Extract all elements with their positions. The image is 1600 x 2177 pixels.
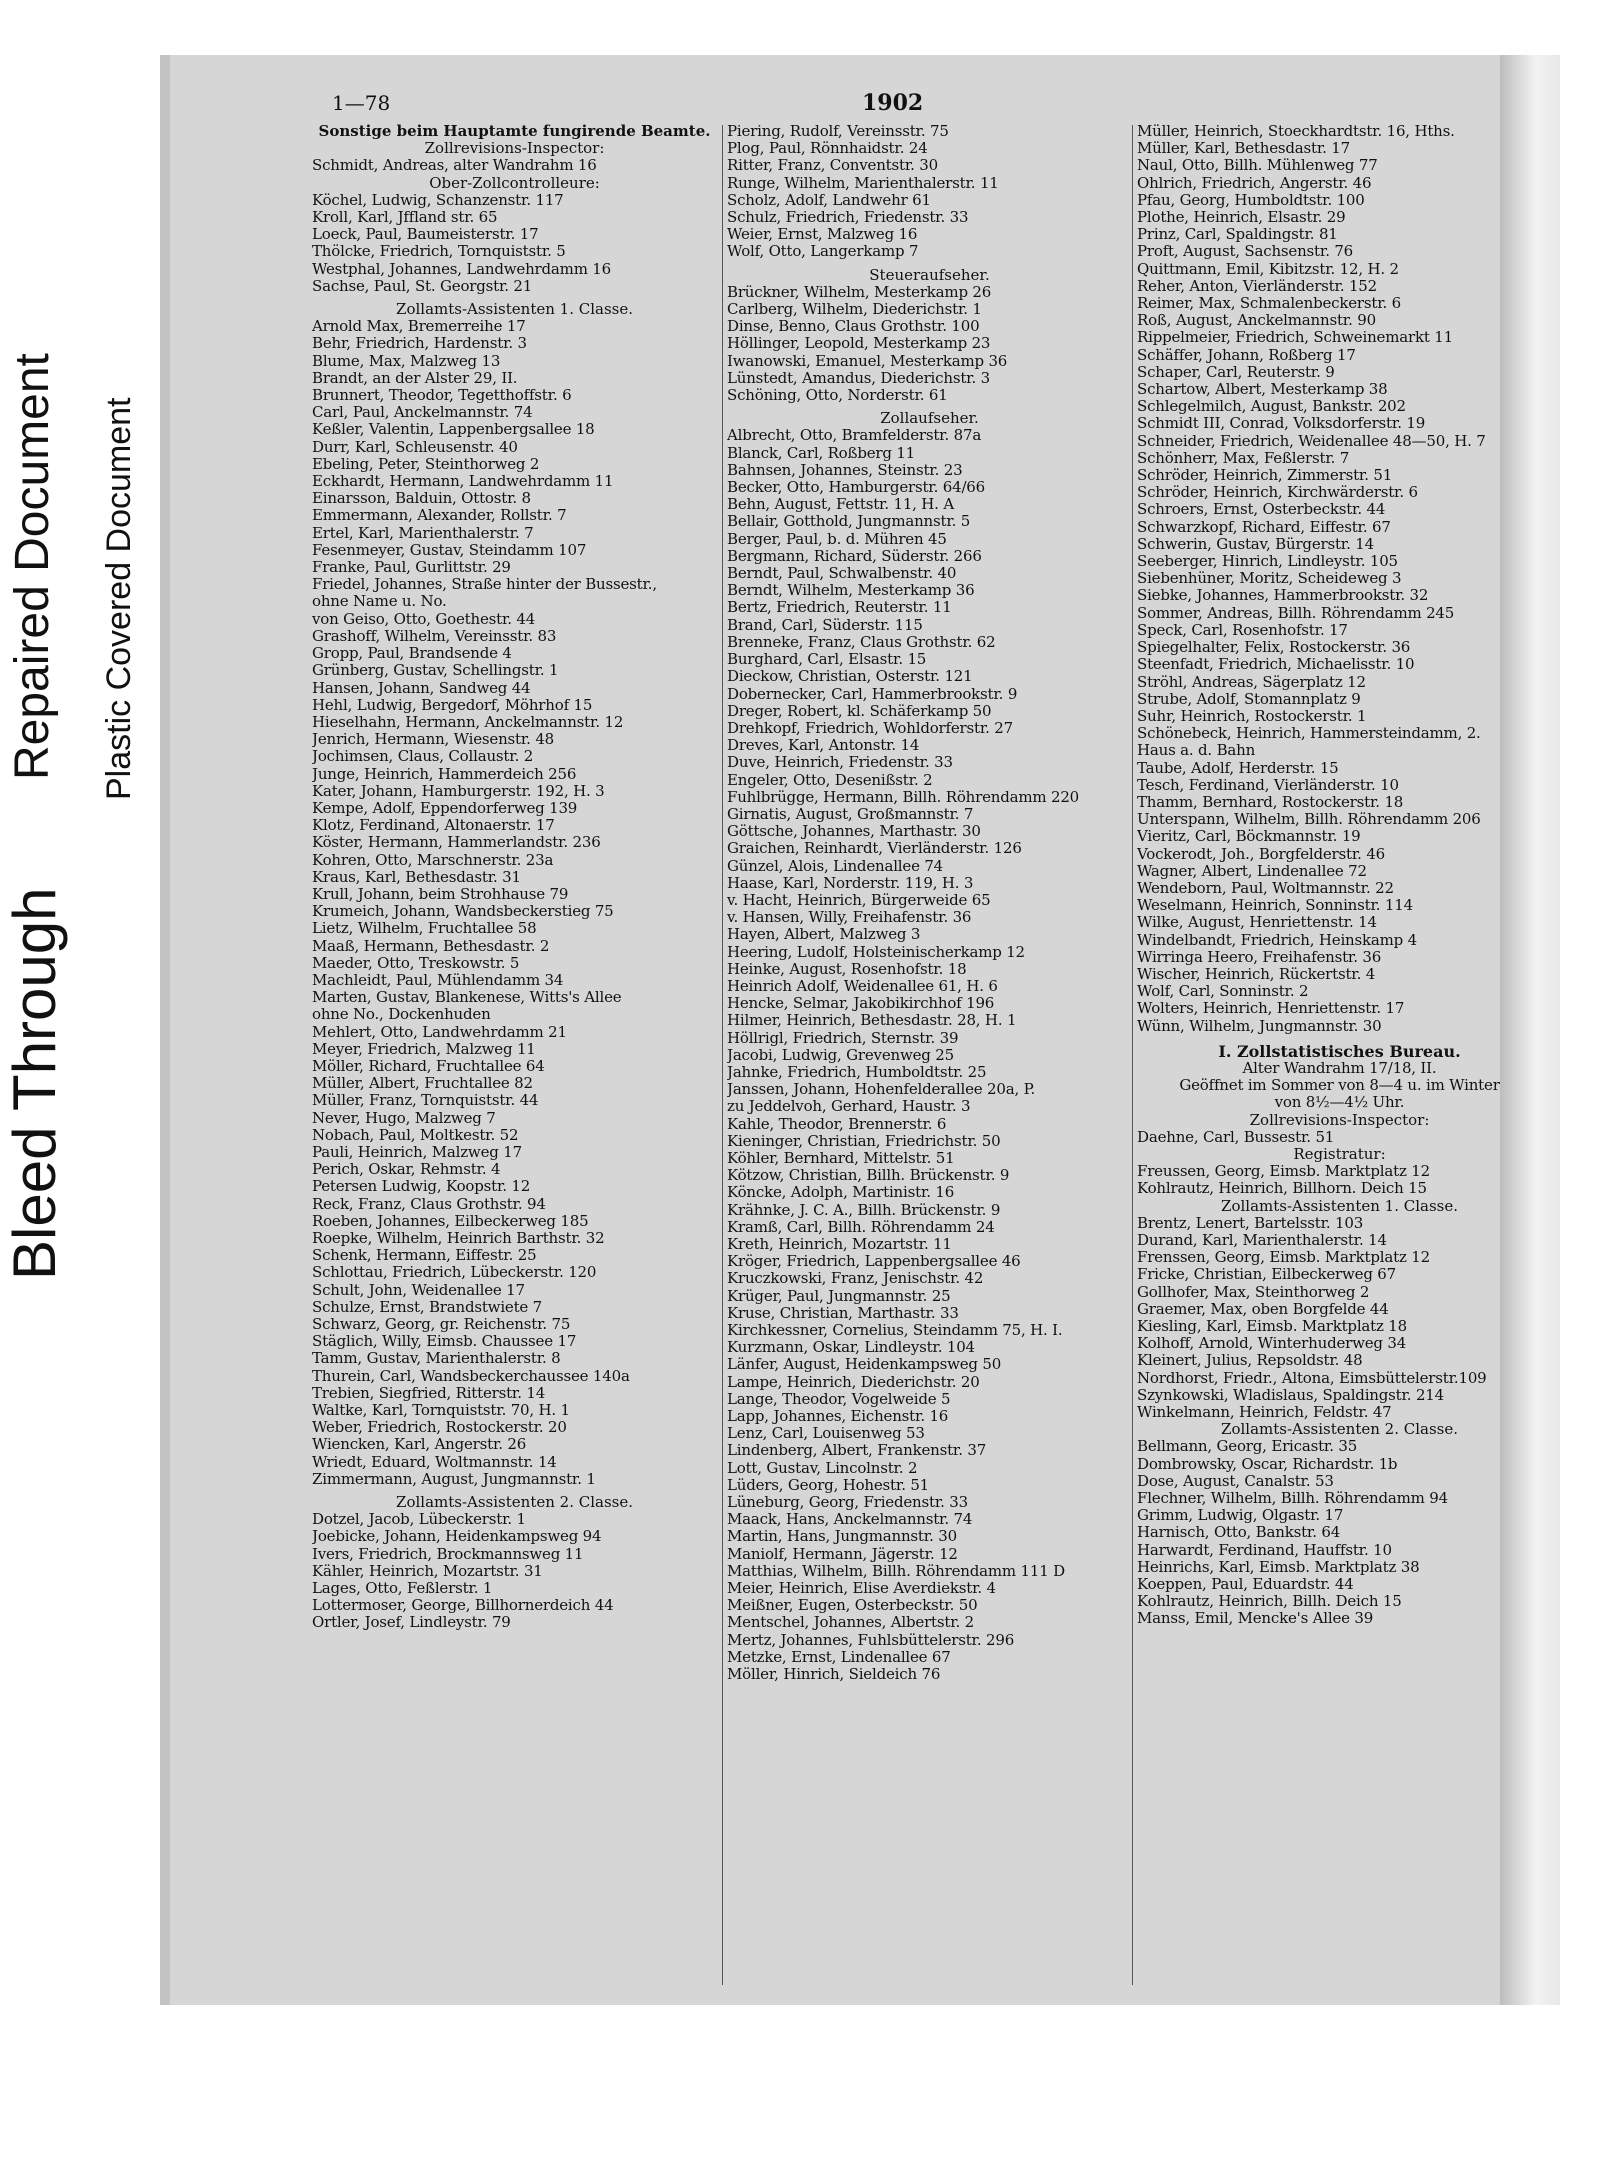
directory-entry: v. Hacht, Heinrich, Bürgerweide 65 xyxy=(727,891,991,909)
directory-entry: Jahnke, Friedrich, Humboldtstr. 25 xyxy=(727,1063,987,1081)
directory-entry: Schenk, Hermann, Eiffestr. 25 xyxy=(312,1247,537,1265)
directory-entry: Harwardt, Ferdinand, Hauffstr. 10 xyxy=(1137,1541,1392,1559)
directory-entry: Kater, Johann, Hamburgerstr. 192, H. 3 xyxy=(312,782,605,800)
directory-entry: Schäffer, Johann, Roßberg 17 xyxy=(1137,346,1356,364)
directory-entry: Mertz, Johannes, Fuhlsbüttelerstr. 296 xyxy=(727,1631,1015,1649)
column-1 xyxy=(312,123,717,1632)
bureau-info xyxy=(1137,1060,1542,1112)
directory-entry: Lüneburg, Georg, Friedenstr. 33 xyxy=(727,1494,968,1512)
directory-entry: Friedel, Johannes, Straße hinter der Bussestr., xyxy=(312,576,657,594)
directory-entry: Dose, August, Canalstr. 53 xyxy=(1137,1472,1334,1490)
directory-entry: Thamm, Bernhard, Rostockerstr. 18 xyxy=(1137,793,1404,811)
directory-entry: Kolhoff, Arnold, Winterhuderweg 34 xyxy=(1137,1335,1407,1353)
directory-entry: Kroll, Karl, Jffland str. 65 xyxy=(312,209,498,227)
directory-entry: Lünstedt, Amandus, Diederichstr. 3 xyxy=(727,369,990,387)
directory-entry: Siebenhüner, Moritz, Scheideweg 3 xyxy=(1137,570,1402,588)
directory-page xyxy=(182,90,1500,1975)
directory-entry: Kruczkowski, Franz, Jenischstr. 42 xyxy=(727,1270,984,1288)
directory-entry: Hencke, Selmar, Jakobikirchhof 196 xyxy=(727,995,995,1013)
directory-entry: Brandt, an der Alster 29, II. xyxy=(312,369,518,387)
directory-entry: Höllinger, Leopold, Mesterkamp 23 xyxy=(727,335,991,353)
directory-entry: Joebicke, Johann, Heidenkampsweg 94 xyxy=(312,1528,602,1546)
directory-entry: Hayen, Albert, Malzweg 3 xyxy=(727,926,921,944)
directory-entry: Wolf, Carl, Sonninstr. 2 xyxy=(1137,983,1309,1001)
directory-entry: Iwanowski, Emanuel, Mesterkamp 36 xyxy=(727,352,1008,370)
directory-entry: Prinz, Carl, Spaldingstr. 81 xyxy=(1137,226,1338,244)
directory-entry: Heering, Ludolf, Holsteinischerkamp 12 xyxy=(727,943,1025,961)
directory-entry: Ertel, Karl, Marienthalerstr. 7 xyxy=(312,524,534,542)
directory-entry: Machleidt, Paul, Mühlendamm 34 xyxy=(312,971,564,989)
directory-entry: Brenneke, Franz, Claus Grothstr. 62 xyxy=(727,633,996,651)
directory-entry: Roß, August, Anckelmannstr. 90 xyxy=(1137,312,1376,330)
directory-entry: Weselmann, Heinrich, Sonninstr. 114 xyxy=(1137,897,1413,915)
directory-entry: Möller, Hinrich, Sieldeich 76 xyxy=(727,1666,941,1684)
directory-entry: Szynkowski, Wladislaus, Spaldingstr. 214 xyxy=(1137,1386,1444,1404)
section-title: Ober-Zollcontrolleure: xyxy=(429,173,600,192)
directory-entry: Kruse, Christian, Marthastr. 33 xyxy=(727,1304,959,1322)
directory-entry: Reck, Franz, Claus Grothstr. 94 xyxy=(312,1195,546,1213)
directory-entry: Grashoff, Wilhelm, Vereinsstr. 83 xyxy=(312,627,557,645)
directory-entry: Lapp, Johannes, Eichenstr. 16 xyxy=(727,1408,949,1426)
directory-entry: Keßler, Valentin, Lappenbergsallee 18 xyxy=(312,421,595,439)
directory-entry: Köhler, Bernhard, Mittelstr. 51 xyxy=(727,1149,955,1167)
directory-entry: Behr, Friedrich, Hardenstr. 3 xyxy=(312,335,527,353)
section-title: Zollamts-Assistenten 2. Classe. xyxy=(1221,1420,1458,1439)
directory-entry: Fesenmeyer, Gustav, Steindamm 107 xyxy=(312,541,587,559)
directory-entry: Metzke, Ernst, Lindenallee 67 xyxy=(727,1648,951,1666)
column-divider xyxy=(1132,125,1133,1985)
directory-entry: Lottermoser, George, Billhornerdeich 44 xyxy=(312,1597,614,1615)
directory-entry: Duve, Heinrich, Friedenstr. 33 xyxy=(727,754,953,772)
directory-entry: Fuhlbrügge, Hermann, Billh. Röhrendamm 220 xyxy=(727,788,1080,806)
directory-entry: Dreves, Karl, Antonstr. 14 xyxy=(727,737,920,755)
entry-list xyxy=(727,427,1132,1683)
directory-entry: Schlottau, Friedrich, Lübeckerstr. 120 xyxy=(312,1264,597,1282)
entry-list xyxy=(312,192,717,295)
directory-entry: Graemer, Max, oben Borgfelde 44 xyxy=(1137,1300,1389,1318)
page-reference: 1—78 xyxy=(332,91,391,115)
directory-entry: Maack, Hans, Anckelmannstr. 74 xyxy=(727,1511,973,1529)
directory-entry: Winkelmann, Heinrich, Feldstr. 47 xyxy=(1137,1404,1392,1422)
directory-entry: Nordhorst, Friedr., Altona, Eimsbüttelerstr.109 xyxy=(1137,1369,1487,1387)
directory-entry: Krumeich, Johann, Wandsbeckerstieg 75 xyxy=(312,903,614,921)
directory-entry: Jenrich, Hermann, Wiesenstr. 48 xyxy=(312,731,555,749)
directory-entry: Schroers, Ernst, Osterbeckstr. 44 xyxy=(1137,501,1386,519)
directory-entry: Hansen, Johann, Sandweg 44 xyxy=(312,679,531,697)
directory-entry: Schmidt, Andreas, alter Wandrahm 16 xyxy=(312,157,597,175)
entry-list xyxy=(1137,1215,1542,1421)
directory-entry: Kohlrautz, Heinrich, Billhorn. Deich 15 xyxy=(1137,1180,1427,1198)
directory-entry: Blanck, Carl, Roßberg 11 xyxy=(727,444,916,462)
directory-entry: Dreger, Robert, kl. Schäferkamp 50 xyxy=(727,702,992,720)
directory-entry: Berndt, Wilhelm, Mesterkamp 36 xyxy=(727,582,975,600)
directory-entry: Möller, Richard, Fruchtallee 64 xyxy=(312,1057,545,1075)
directory-entry: Dobernecker, Carl, Hammerbrookstr. 9 xyxy=(727,685,1018,703)
directory-entry: Bahnsen, Johannes, Steinstr. 23 xyxy=(727,461,963,479)
column-divider xyxy=(722,125,723,1985)
directory-entry: Quittmann, Emil, Kibitzstr. 12, H. 2 xyxy=(1137,260,1399,278)
directory-entry: Burghard, Carl, Elsastr. 15 xyxy=(727,651,927,669)
directory-entry: Durand, Karl, Marienthalerstr. 14 xyxy=(1137,1232,1387,1249)
directory-entry: Petersen Ludwig, Koopstr. 12 xyxy=(312,1178,531,1196)
directory-entry: Kramß, Carl, Billh. Röhrendamm 24 xyxy=(727,1218,995,1236)
directory-entry: Ebeling, Peter, Steinthorweg 2 xyxy=(312,455,540,473)
entry-list xyxy=(1137,1163,1542,1197)
entry-list xyxy=(1137,123,1542,1035)
column-3 xyxy=(1137,123,1542,1628)
directory-entry: Kähler, Heinrich, Mozartstr. 31 xyxy=(312,1562,543,1580)
directory-entry: Grimm, Ludwig, Olgastr. 17 xyxy=(1137,1507,1344,1525)
directory-entry: Schmidt III, Conrad, Volksdorferstr. 19 xyxy=(1137,415,1426,433)
directory-entry: Carlberg, Wilhelm, Diederichstr. 1 xyxy=(727,301,982,319)
directory-entry: Berger, Paul, b. d. Mühren 45 xyxy=(727,530,947,548)
directory-entry: Behn, August, Fettstr. 11, H. A xyxy=(727,496,954,514)
entry-list xyxy=(312,318,717,1488)
directory-entry: Mentschel, Johannes, Albertstr. 2 xyxy=(727,1614,975,1632)
directory-entry: Roeben, Johannes, Eilbeckerweg 185 xyxy=(312,1212,589,1230)
directory-entry: Plog, Paul, Rönnhaidstr. 24 xyxy=(727,140,928,158)
directory-entry: Eckhardt, Hermann, Landwehrdamm 11 xyxy=(312,473,614,491)
directory-entry: Sommer, Andreas, Billh. Röhrendamm 245 xyxy=(1137,604,1455,622)
directory-entry: Schlegelmilch, August, Bankstr. 202 xyxy=(1137,398,1406,416)
directory-entry: Bergmann, Richard, Süderstr. 266 xyxy=(727,547,982,565)
directory-entry: Schult, John, Weidenallee 17 xyxy=(312,1281,525,1299)
directory-entry: Never, Hugo, Malzweg 7 xyxy=(312,1109,496,1127)
directory-entry: Strube, Adolf, Stomannplatz 9 xyxy=(1137,690,1361,708)
directory-entry: Windelbandt, Friedrich, Heinskamp 4 xyxy=(1137,931,1417,949)
directory-entry: Schwerin, Gustav, Bürgerstr. 14 xyxy=(1137,535,1374,553)
directory-entry: Thölcke, Friedrich, Tornquiststr. 5 xyxy=(312,243,566,261)
directory-entry: Siebke, Johannes, Hammerbrookstr. 32 xyxy=(1137,587,1429,605)
entry-list xyxy=(312,157,717,174)
directory-entry: von Geiso, Otto, Goethestr. 44 xyxy=(312,610,536,628)
directory-entry: Kröger, Friedrich, Lappenbergsallee 46 xyxy=(727,1253,1021,1271)
directory-entry: Bellair, Gotthold, Jungmannstr. 5 xyxy=(727,513,971,531)
directory-entry: Arnold Max, Bremerreihe 17 xyxy=(312,318,526,336)
directory-entry: Wriedt, Eduard, Woltmannstr. 14 xyxy=(312,1453,557,1471)
directory-entry: Krull, Johann, beim Strohhause 79 xyxy=(312,885,569,903)
directory-entry: Sachse, Paul, St. Georgstr. 21 xyxy=(312,277,533,295)
directory-entry: Fricke, Christian, Eilbeckerweg 67 xyxy=(1137,1266,1396,1284)
directory-entry: Schröder, Heinrich, Kirchwärderstr. 6 xyxy=(1137,484,1418,502)
directory-entry: Marten, Gustav, Blankenese, Witts's Allee xyxy=(312,989,622,1007)
entry-list xyxy=(1137,1438,1542,1627)
directory-entry: Brand, Carl, Süderstr. 115 xyxy=(727,616,923,634)
directory-entry: Jochimsen, Claus, Collaustr. 2 xyxy=(312,748,534,766)
directory-entry: Brückner, Wilhelm, Mesterkamp 26 xyxy=(727,283,992,301)
directory-entry: Stäglich, Willy, Eimsb. Chaussee 17 xyxy=(312,1333,577,1351)
directory-entry: Reher, Anton, Vierländerstr. 152 xyxy=(1137,277,1377,295)
directory-entry: Albrecht, Otto, Bramfelderstr. 87a xyxy=(727,427,982,445)
section-title: Zollaufseher. xyxy=(880,409,979,428)
directory-entry: Gropp, Paul, Brandsende 4 xyxy=(312,645,512,663)
directory-entry: Emmermann, Alexander, Rollstr. 7 xyxy=(312,507,567,525)
directory-entry: Länfer, August, Heidenkampsweg 50 xyxy=(727,1356,1002,1374)
directory-entry: Ritter, Franz, Conventstr. 30 xyxy=(727,157,938,175)
directory-entry: Geöffnet im Sommer von 8—4 u. im Winter xyxy=(1179,1077,1500,1095)
directory-entry: Wünn, Wilhelm, Jungmannstr. 30 xyxy=(1137,1017,1382,1035)
directory-entry: Haase, Karl, Norderstr. 119, H. 3 xyxy=(727,874,974,892)
directory-entry: Krähnke, J. C. A., Billh. Brückenstr. 9 xyxy=(727,1201,1001,1219)
directory-entry: Lindenberg, Albert, Frankenstr. 37 xyxy=(727,1442,987,1460)
scanned-page xyxy=(160,55,1560,2005)
directory-entry: Trebien, Siegfried, Ritterstr. 14 xyxy=(312,1384,546,1402)
directory-entry: Waltke, Karl, Tornquiststr. 70, H. 1 xyxy=(312,1402,570,1420)
directory-entry: ohne No., Dockenhuden xyxy=(312,1006,491,1024)
directory-entry: Lietz, Wilhelm, Fruchtallee 58 xyxy=(312,920,537,938)
directory-entry: Heinke, August, Rosenhofstr. 18 xyxy=(727,960,967,978)
directory-entry: Schöning, Otto, Norderstr. 61 xyxy=(727,387,948,405)
directory-entry: Köster, Hermann, Hammerlandstr. 236 xyxy=(312,834,601,852)
directory-entry: Dinse, Benno, Claus Grothstr. 100 xyxy=(727,318,980,336)
directory-entry: Manss, Emil, Mencke's Allee 39 xyxy=(1137,1610,1374,1628)
directory-entry: Tamm, Gustav, Marienthalerstr. 8 xyxy=(312,1350,561,1368)
directory-entry: Kurzmann, Oskar, Lindleystr. 104 xyxy=(727,1339,975,1357)
section-title: Steueraufseher. xyxy=(869,265,990,284)
directory-entry: Pfau, Georg, Humboldtstr. 100 xyxy=(1137,191,1365,209)
directory-entry: Engeler, Otto, Desenißstr. 2 xyxy=(727,771,933,789)
directory-entry: Dotzel, Jacob, Lübeckerstr. 1 xyxy=(312,1511,526,1529)
directory-entry: Kempe, Adolf, Eppendorferweg 139 xyxy=(312,799,578,817)
directory-entry: Franke, Paul, Gurlittstr. 29 xyxy=(312,559,511,577)
directory-entry: Ivers, Friedrich, Brockmannsweg 11 xyxy=(312,1545,584,1563)
directory-entry: Steenfadt, Friedrich, Michaelisstr. 10 xyxy=(1137,656,1415,674)
directory-entry: Westphal, Johannes, Landwehrdamm 16 xyxy=(312,260,611,278)
directory-entry: Harnisch, Otto, Bankstr. 64 xyxy=(1137,1524,1341,1542)
directory-entry: Kohren, Otto, Marschnerstr. 23a xyxy=(312,851,554,869)
directory-entry: Wagner, Albert, Lindenallee 72 xyxy=(1137,862,1367,880)
directory-entry: Frenssen, Georg, Eimsb. Marktplatz 12 xyxy=(1137,1249,1430,1267)
directory-entry: Jacobi, Ludwig, Grevenweg 25 xyxy=(727,1046,954,1064)
directory-entry: Meyer, Friedrich, Malzweg 11 xyxy=(312,1040,536,1058)
directory-entry: Matthias, Wilhelm, Billh. Röhrendamm 111 D xyxy=(727,1562,1065,1580)
directory-entry: Lampe, Heinrich, Diederichstr. 20 xyxy=(727,1373,980,1391)
directory-entry: Koeppen, Paul, Eduardstr. 44 xyxy=(1137,1576,1354,1594)
entry-list xyxy=(727,123,1132,261)
directory-entry: Roepke, Wilhelm, Heinrich Barthstr. 32 xyxy=(312,1230,605,1247)
directory-entry: Schartow, Albert, Mesterkamp 38 xyxy=(1137,381,1388,399)
directory-entry: Piering, Rudolf, Vereinsstr. 75 xyxy=(727,123,949,140)
directory-entry: Kraus, Karl, Bethesdastr. 31 xyxy=(312,868,521,886)
directory-entry: Flechner, Wilhelm, Billh. Röhrendamm 94 xyxy=(1137,1490,1448,1508)
directory-entry: Krüger, Paul, Jungmannstr. 25 xyxy=(727,1287,951,1305)
directory-entry: Lange, Theodor, Vogelweide 5 xyxy=(727,1390,951,1408)
directory-entry: Pauli, Heinrich, Malzweg 17 xyxy=(312,1143,522,1161)
directory-entry: Schaper, Carl, Reuterstr. 9 xyxy=(1137,363,1335,381)
section-title: Zollamts-Assistenten 1. Classe. xyxy=(1221,1196,1458,1215)
directory-entry: Scholz, Adolf, Landwehr 61 xyxy=(727,191,931,209)
directory-entry: Heinrich Adolf, Weidenallee 61, H. 6 xyxy=(727,977,998,995)
bureau-heading: I. Zollstatistisches Bureau. xyxy=(1218,1041,1461,1061)
directory-entry: Carl, Paul, Anckelmannstr. 74 xyxy=(312,404,533,422)
directory-entry: von 8½—4½ Uhr. xyxy=(1274,1094,1405,1112)
directory-entry: Kreth, Heinrich, Mozartstr. 11 xyxy=(727,1236,952,1253)
directory-entry: Dombrowsky, Oscar, Richardstr. 1b xyxy=(1137,1455,1398,1473)
side-labels xyxy=(0,280,150,1300)
directory-entry: Daehne, Carl, Bussestr. 51 xyxy=(1137,1128,1335,1146)
section-title: Zollrevisions-Inspector: xyxy=(424,139,605,158)
directory-entry: Unterspann, Wilhelm, Billh. Röhrendamm 206 xyxy=(1137,811,1481,829)
directory-entry: Schulz, Friedrich, Friedenstr. 33 xyxy=(727,209,969,227)
directory-entry: Wolf, Otto, Langerkamp 7 xyxy=(727,243,919,261)
column-2 xyxy=(727,123,1132,1683)
directory-entry: Wolters, Heinrich, Henriettenstr. 17 xyxy=(1137,1000,1405,1018)
entry-list xyxy=(727,284,1132,404)
directory-entry: Vieritz, Carl, Böckmannstr. 19 xyxy=(1137,828,1361,846)
directory-entry: Graichen, Reinhardt, Vierländerstr. 126 xyxy=(727,840,1022,858)
directory-entry: Weier, Ernst, Malzweg 16 xyxy=(727,226,918,244)
directory-entry: Wirringa Heero, Freihafenstr. 36 xyxy=(1137,948,1382,966)
directory-entry: Schönherr, Max, Feßlerstr. 7 xyxy=(1137,449,1350,467)
directory-entry: Proft, August, Sachsenstr. 76 xyxy=(1137,243,1354,261)
directory-entry: zu Jeddelvoh, Gerhard, Haustr. 3 xyxy=(727,1098,971,1116)
directory-entry: Kleinert, Julius, Repsoldstr. 48 xyxy=(1137,1352,1363,1370)
repaired-document-label: Repaired Document xyxy=(6,353,59,780)
directory-entry: Nobach, Paul, Moltkestr. 52 xyxy=(312,1126,519,1144)
directory-entry: Schwarz, Georg, gr. Reichenstr. 75 xyxy=(312,1316,571,1334)
directory-entry: Schulze, Ernst, Brandstwiete 7 xyxy=(312,1298,543,1316)
directory-entry: Maniolf, Hermann, Jägerstr. 12 xyxy=(727,1545,958,1563)
directory-entry: Köncke, Adolph, Martinistr. 16 xyxy=(727,1184,955,1202)
entry-list xyxy=(312,1511,717,1631)
directory-entry: v. Hansen, Willy, Freihafenstr. 36 xyxy=(727,909,972,927)
directory-entry: Loeck, Paul, Baumeisterstr. 17 xyxy=(312,226,539,244)
directory-entry: Köchel, Ludwig, Schanzenstr. 117 xyxy=(312,191,564,209)
section-title: Zollrevisions-Inspector: xyxy=(1249,1110,1430,1129)
directory-entry: Tesch, Ferdinand, Vierländerstr. 10 xyxy=(1137,776,1399,794)
directory-entry: Mehlert, Otto, Landwehrdamm 21 xyxy=(312,1023,567,1041)
directory-entry: Kötzow, Christian, Billh. Brückenstr. 9 xyxy=(727,1167,1010,1185)
directory-entry: Hehl, Ludwig, Bergedorf, Möhrhof 15 xyxy=(312,696,593,714)
directory-entry: Göttsche, Johannes, Marthastr. 30 xyxy=(727,823,981,841)
directory-entry: Höllrigl, Friedrich, Sternstr. 39 xyxy=(727,1029,959,1047)
directory-entry: Wischer, Heinrich, Rückertstr. 4 xyxy=(1137,965,1376,983)
directory-entry: Martin, Hans, Jungmannstr. 30 xyxy=(727,1528,957,1546)
directory-entry: Plothe, Heinrich, Elsastr. 29 xyxy=(1137,209,1346,227)
page-year: 1902 xyxy=(862,90,924,116)
directory-entry: Müller, Heinrich, Stoeckhardtstr. 16, Hths. xyxy=(1137,123,1455,140)
directory-entry: Junge, Heinrich, Hammerdeich 256 xyxy=(312,765,577,783)
directory-entry: Maeder, Otto, Treskowstr. 5 xyxy=(312,954,520,972)
directory-entry: Hilmer, Heinrich, Bethesdastr. 28, H. 1 xyxy=(727,1012,1017,1030)
directory-entry: Ströhl, Andreas, Sägerplatz 12 xyxy=(1137,673,1366,691)
directory-entry: Schröder, Heinrich, Zimmerstr. 51 xyxy=(1137,467,1393,485)
directory-entry: Zimmermann, August, Jungmannstr. 1 xyxy=(312,1470,596,1488)
section-title: Zollamts-Assistenten 1. Classe. xyxy=(396,300,633,319)
directory-entry: Kohlrautz, Heinrich, Billh. Deich 15 xyxy=(1137,1593,1402,1611)
directory-entry: Taube, Adolf, Herderstr. 15 xyxy=(1137,759,1339,777)
directory-entry: Rippelmeier, Friedrich, Schweinemarkt 11 xyxy=(1137,329,1453,347)
directory-entry: Müller, Franz, Tornquiststr. 44 xyxy=(312,1092,539,1110)
directory-entry: Müller, Karl, Bethesdastr. 17 xyxy=(1137,140,1350,158)
directory-entry: Schneider, Friedrich, Weidenallee 48—50, H. 7 xyxy=(1137,432,1486,450)
directory-entry: Wendeborn, Paul, Woltmannstr. 22 xyxy=(1137,879,1394,897)
section-heading: Sonstige beim Hauptamte fungirende Beamte. xyxy=(318,122,711,140)
directory-entry: Lages, Otto, Feßlerstr. 1 xyxy=(312,1580,493,1598)
directory-entry: Weber, Friedrich, Rostockerstr. 20 xyxy=(312,1419,567,1437)
directory-entry: Schwarzkopf, Richard, Eiffestr. 67 xyxy=(1137,518,1391,536)
directory-entry: Günzel, Alois, Lindenallee 74 xyxy=(727,857,944,875)
directory-entry: Heinrichs, Karl, Eimsb. Marktplatz 38 xyxy=(1137,1558,1420,1576)
directory-entry: Bertz, Friedrich, Reuterstr. 11 xyxy=(727,599,952,617)
directory-entry: Müller, Albert, Fruchtallee 82 xyxy=(312,1075,533,1093)
directory-entry: Berndt, Paul, Schwalbenstr. 40 xyxy=(727,565,957,583)
directory-entry: Speck, Carl, Rosenhofstr. 17 xyxy=(1137,621,1348,639)
directory-entry: Bellmann, Georg, Ericastr. 35 xyxy=(1137,1438,1358,1456)
directory-entry: Alter Wandrahm 17/18, II. xyxy=(1242,1059,1437,1077)
directory-entry: Girnatis, August, Großmannstr. 7 xyxy=(727,805,974,823)
directory-entry: Maaß, Hermann, Bethesdastr. 2 xyxy=(312,937,550,955)
directory-entry: Lüders, Georg, Hohestr. 51 xyxy=(727,1476,930,1494)
directory-entry: Kieninger, Christian, Friedrichstr. 50 xyxy=(727,1132,1001,1150)
bleed-through-label: Bleed Through xyxy=(1,887,68,1280)
directory-entry: Grünberg, Gustav, Schellingstr. 1 xyxy=(312,662,559,680)
directory-entry: Freussen, Georg, Eimsb. Marktplatz 12 xyxy=(1137,1163,1430,1181)
directory-entry: ohne Name u. No. xyxy=(312,593,447,611)
directory-entry: Spiegelhalter, Felix, Rostockerstr. 36 xyxy=(1137,639,1411,657)
directory-entry: Kirchkessner, Cornelius, Steindamm 75, H. I. xyxy=(727,1322,1063,1340)
directory-entry: Becker, Otto, Hamburgerstr. 64/66 xyxy=(727,479,985,497)
directory-entry: Durr, Karl, Schleusenstr. 40 xyxy=(312,438,518,456)
directory-entry: Ortler, Josef, Lindleystr. 79 xyxy=(312,1614,511,1632)
directory-entry: Klotz, Ferdinand, Altonaerstr. 17 xyxy=(312,817,555,835)
directory-entry: Kiesling, Karl, Eimsb. Marktplatz 18 xyxy=(1137,1318,1407,1336)
directory-entry: Perich, Oskar, Rehmstr. 4 xyxy=(312,1161,501,1179)
page-edge xyxy=(160,55,170,2005)
directory-entry: Lenz, Carl, Louisenweg 53 xyxy=(727,1425,925,1443)
directory-entry: Wilke, August, Henriettenstr. 14 xyxy=(1137,914,1377,932)
directory-entry: Lott, Gustav, Lincolnstr. 2 xyxy=(727,1459,918,1477)
directory-entry: Gollhofer, Max, Steinthorweg 2 xyxy=(1137,1283,1370,1301)
directory-entry: Meier, Heinrich, Elise Averdiekstr. 4 xyxy=(727,1580,996,1598)
section-title: Registratur: xyxy=(1293,1144,1386,1163)
directory-entry: Seeberger, Hinrich, Lindleystr. 105 xyxy=(1137,553,1398,571)
directory-entry: Naul, Otto, Billh. Mühlenweg 77 xyxy=(1137,157,1378,175)
directory-entry: Brunnert, Theodor, Tegetthoffstr. 6 xyxy=(312,387,572,405)
plastic-covered-label: Plastic Covered Document xyxy=(100,397,138,800)
directory-entry: Vockerodt, Joh., Borgfelderstr. 46 xyxy=(1137,845,1386,863)
directory-entry: Janssen, Johann, Hohenfelderallee 20a, P. xyxy=(727,1081,1036,1099)
section-title: Zollamts-Assistenten 2. Classe. xyxy=(396,1493,633,1512)
directory-entry: Hieselhahn, Hermann, Anckelmannstr. 12 xyxy=(312,713,624,731)
directory-entry: Meißner, Eugen, Osterbeckstr. 50 xyxy=(727,1597,978,1615)
directory-entry: Haus a. d. Bahn xyxy=(1137,742,1256,760)
directory-entry: Suhr, Heinrich, Rostockerstr. 1 xyxy=(1137,707,1367,725)
directory-entry: Kahle, Theodor, Brennerstr. 6 xyxy=(727,1115,947,1133)
directory-entry: Ohlrich, Friedrich, Angerstr. 46 xyxy=(1137,174,1372,192)
directory-entry: Reimer, Max, Schmalenbeckerstr. 6 xyxy=(1137,295,1402,313)
directory-entry: Wiencken, Karl, Angerstr. 26 xyxy=(312,1436,527,1454)
directory-entry: Einarsson, Balduin, Ottostr. 8 xyxy=(312,490,531,508)
directory-entry: Blume, Max, Malzweg 13 xyxy=(312,352,501,370)
directory-entry: Schönebeck, Heinrich, Hammersteindamm, 2. xyxy=(1137,725,1481,743)
directory-entry: Thurein, Carl, Wandsbeckerchaussee 140a xyxy=(312,1367,630,1385)
directory-entry: Runge, Wilhelm, Marienthalerstr. 11 xyxy=(727,174,999,192)
entry-list xyxy=(1137,1129,1542,1146)
directory-entry: Drehkopf, Friedrich, Wohldorferstr. 27 xyxy=(727,719,1013,737)
directory-entry: Dieckow, Christian, Osterstr. 121 xyxy=(727,668,973,686)
directory-entry: Brentz, Lenert, Bartelsstr. 103 xyxy=(1137,1214,1364,1232)
